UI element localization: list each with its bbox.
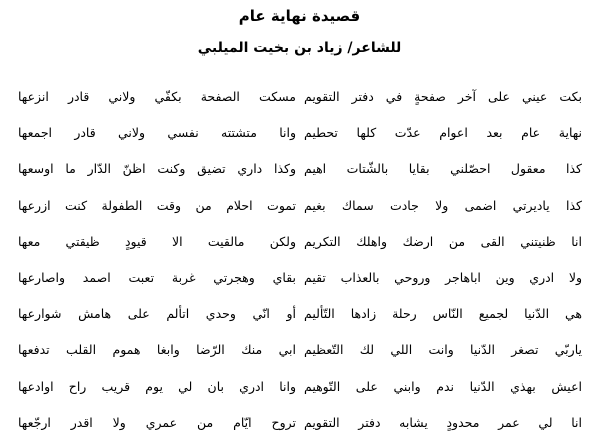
verse-second-hemistich: ولكن مالقيت الا قيودٍ ظيقتي معها — [18, 233, 296, 249]
poet-byline: للشاعر/ زياد بن بخيت الميلبي — [197, 40, 402, 56]
verse-first-hemistich: كذا معقول احصّلني بقايا بالشّتات اهيم — [304, 161, 582, 177]
verse-second-hemistich: أو انّي وحدي اتألم على هامش شوارعها — [18, 306, 296, 322]
verse-first-hemistich: ولا ادري وين اباهاجر وروحي بالعذاب تقيم — [304, 269, 582, 285]
verse-second-hemistich: وانا ادري بان لي يوم قريب راح اوادعها — [18, 378, 296, 394]
verse-second-hemistich: تروح ايّام من عمري ولا اقدر ارجّعها — [18, 414, 296, 430]
verse-first-hemistich: بكت عيني على آخر صفحةٍ في دفتر التقويم — [304, 89, 582, 104]
verse-first-hemistich: اعيش بهذي الدّنيا ندم وابني على التّوهيم — [304, 378, 582, 394]
first-hemistiches-column — [304, 79, 582, 441]
poem-title: قصيدة نهاية عام — [238, 7, 361, 25]
verse-second-hemistich: مسكت الصفحة بكفّي ولاني قادر انزعها — [18, 89, 296, 104]
verse-second-hemistich: وكذا داري تضيق وكنت اظنّ الدّار ما اوسعها — [18, 161, 296, 177]
verse-first-hemistich: ياربّي تصغر الدّنيا وانت اللي لك التّعظيم — [304, 342, 582, 358]
verse-second-hemistich: تموت احلام من وقت الطفولة كنت ازرعها — [18, 197, 296, 213]
verse-second-hemistich: بقاي وهجرتي غربة تعبت اصمد واصارعها — [18, 269, 296, 285]
verse-second-hemistich: وانا متشتته نفسي ولاني قادر اجمعها — [18, 125, 296, 141]
verse-first-hemistich: انا ظنيتني القى من ارضك واهلك التكريم — [304, 233, 582, 249]
verse-first-hemistich: انا لي عمر محدودٍ يشابه دفتر التقويم — [304, 414, 582, 430]
verse-second-hemistich: ابي منك الرّضا وابغا هموم القلب تدفعها — [18, 342, 296, 358]
verse-first-hemistich: نهاية عام بعد اعوام عدّت كلها تحطيم — [304, 125, 582, 141]
verse-first-hemistich: هي الدّنيا لجميع النّاس رحلة زادها التّأليم — [304, 306, 582, 322]
second-hemistiches-column — [18, 79, 296, 441]
verse-first-hemistich: كذا ياديرتي اضمى ولا جادت سماك بغيم — [304, 197, 582, 213]
